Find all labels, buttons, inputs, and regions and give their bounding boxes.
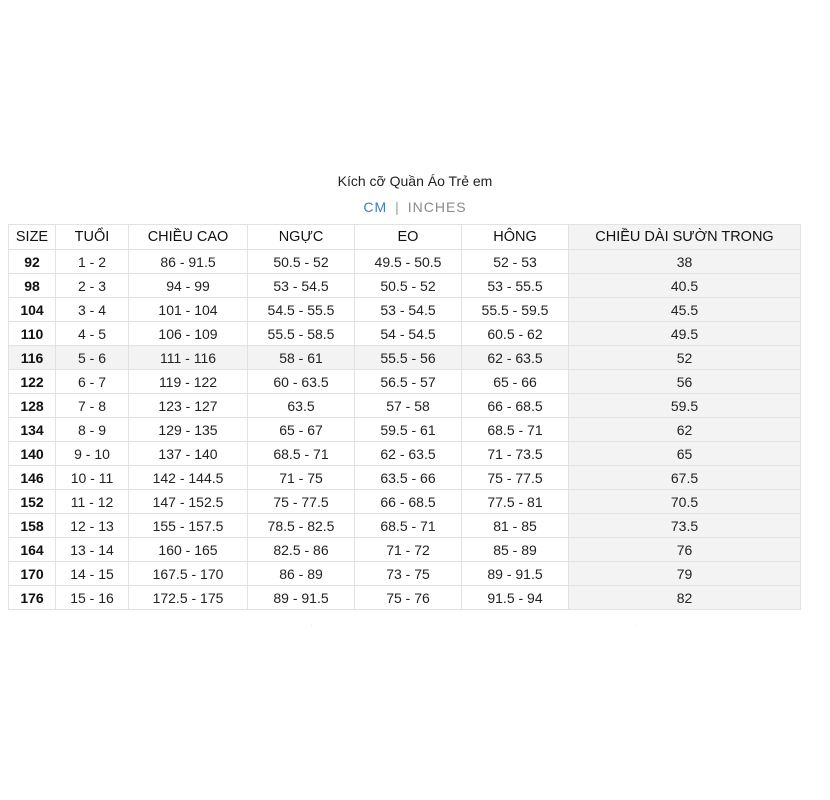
cell-size: 98 [9,274,56,298]
cell-height: 129 - 135 [129,418,248,442]
cell-height: 137 - 140 [129,442,248,466]
table-row [9,466,801,490]
cell-waist: 53 - 54.5 [355,298,462,322]
cell-hip: 68.5 - 71 [462,418,569,442]
cell-chest: 53 - 54.5 [248,274,355,298]
cell-age: 3 - 4 [56,298,129,322]
cell-hip: 75 - 77.5 [462,466,569,490]
cell-height: 160 - 165 [129,538,248,562]
table-row [9,322,801,346]
cell-age: 5 - 6 [56,346,129,370]
cell-inseam: 65 [569,442,801,466]
cell-chest: 68.5 - 71 [248,442,355,466]
cell-inseam: 45.5 [569,298,801,322]
cell-age: 8 - 9 [56,418,129,442]
cell-waist: 59.5 - 61 [355,418,462,442]
cell-height: 101 - 104 [129,298,248,322]
cell-height: 94 - 99 [129,274,248,298]
cell-hip: 53 - 55.5 [462,274,569,298]
cell-height: 167.5 - 170 [129,562,248,586]
cell-inseam: 73.5 [569,514,801,538]
cell-inseam: 40.5 [569,274,801,298]
unit-cm-toggle[interactable]: CM [363,199,388,215]
cell-waist: 73 - 75 [355,562,462,586]
cell-height: 86 - 91.5 [129,250,248,274]
cell-inseam: 70.5 [569,490,801,514]
cell-height: 172.5 - 175 [129,586,248,610]
cell-inseam: 82 [569,586,801,610]
column-header-hip: HÔNG [462,225,569,250]
cell-age: 12 - 13 [56,514,129,538]
cell-hip: 62 - 63.5 [462,346,569,370]
unit-inches-toggle[interactable]: INCHES [407,199,467,215]
cell-hip: 66 - 68.5 [462,394,569,418]
table-body [9,250,801,610]
cell-hip: 71 - 73.5 [462,442,569,466]
cell-waist: 54 - 54.5 [355,322,462,346]
cell-chest: 63.5 [248,394,355,418]
cell-height: 155 - 157.5 [129,514,248,538]
cell-chest: 60 - 63.5 [248,370,355,394]
cell-size: 128 [9,394,56,418]
cell-inseam: 38 [569,250,801,274]
cell-size: 170 [9,562,56,586]
table-row [9,370,801,394]
cell-age: 10 - 11 [56,466,129,490]
cell-waist: 62 - 63.5 [355,442,462,466]
cell-inseam: 59.5 [569,394,801,418]
cell-size: 146 [9,466,56,490]
table-row [9,514,801,538]
cell-height: 142 - 144.5 [129,466,248,490]
cell-size: 122 [9,370,56,394]
cell-waist: 49.5 - 50.5 [355,250,462,274]
column-header-age: TUỔI [56,225,129,250]
cell-age: 15 - 16 [56,586,129,610]
column-header-chest: NGỰC [248,225,355,250]
table-row [9,562,801,586]
table-row [9,298,801,322]
column-header-inseam: CHIỀU DÀI SƯỜN TRONG [569,225,801,250]
cell-inseam: 56 [569,370,801,394]
column-header-size: SIZE [9,225,56,250]
table-row [9,394,801,418]
cell-chest: 86 - 89 [248,562,355,586]
cell-size: 110 [9,322,56,346]
cell-hip: 77.5 - 81 [462,490,569,514]
cell-height: 119 - 122 [129,370,248,394]
cell-size: 152 [9,490,56,514]
cell-chest: 50.5 - 52 [248,250,355,274]
unit-separator: | [395,199,400,215]
cell-waist: 50.5 - 52 [355,274,462,298]
cell-age: 2 - 3 [56,274,129,298]
column-header-waist: EO [355,225,462,250]
cell-hip: 60.5 - 62 [462,322,569,346]
cell-size: 176 [9,586,56,610]
cell-size: 92 [9,250,56,274]
cell-waist: 75 - 76 [355,586,462,610]
cell-height: 123 - 127 [129,394,248,418]
cell-waist: 68.5 - 71 [355,514,462,538]
cell-age: 6 - 7 [56,370,129,394]
cell-size: 158 [9,514,56,538]
cell-age: 9 - 10 [56,442,129,466]
cell-inseam: 52 [569,346,801,370]
cell-inseam: 67.5 [569,466,801,490]
table-row [9,538,801,562]
cell-chest: 58 - 61 [248,346,355,370]
table-row [9,490,801,514]
cell-waist: 57 - 58 [355,394,462,418]
cell-hip: 91.5 - 94 [462,586,569,610]
cell-chest: 71 - 75 [248,466,355,490]
cell-height: 147 - 152.5 [129,490,248,514]
faded-caption-remnant: · · [310,621,798,630]
size-table [8,224,801,610]
table-row [9,418,801,442]
table-row [9,442,801,466]
cell-chest: 89 - 91.5 [248,586,355,610]
cell-size: 104 [9,298,56,322]
cell-size: 140 [9,442,56,466]
cell-inseam: 49.5 [569,322,801,346]
cell-age: 1 - 2 [56,250,129,274]
cell-age: 4 - 5 [56,322,129,346]
table-row [9,586,801,610]
cell-waist: 63.5 - 66 [355,466,462,490]
cell-size: 164 [9,538,56,562]
cell-chest: 54.5 - 55.5 [248,298,355,322]
cell-waist: 66 - 68.5 [355,490,462,514]
table-header-row [9,225,801,250]
cell-inseam: 76 [569,538,801,562]
column-header-height: CHIỀU CAO [129,225,248,250]
cell-chest: 55.5 - 58.5 [248,322,355,346]
cell-hip: 81 - 85 [462,514,569,538]
table-row [9,250,801,274]
cell-chest: 65 - 67 [248,418,355,442]
cell-hip: 55.5 - 59.5 [462,298,569,322]
cell-inseam: 79 [569,562,801,586]
cell-inseam: 62 [569,418,801,442]
cell-height: 106 - 109 [129,322,248,346]
cell-size: 134 [9,418,56,442]
cell-chest: 78.5 - 82.5 [248,514,355,538]
cell-waist: 56.5 - 57 [355,370,462,394]
cell-chest: 82.5 - 86 [248,538,355,562]
cell-waist: 55.5 - 56 [355,346,462,370]
cell-hip: 65 - 66 [462,370,569,394]
cell-age: 7 - 8 [56,394,129,418]
unit-switcher [0,199,830,215]
size-chart-title: Kích cỡ Quần Áo Trẻ em [337,173,493,189]
cell-age: 13 - 14 [56,538,129,562]
cell-hip: 52 - 53 [462,250,569,274]
cell-age: 11 - 12 [56,490,129,514]
cell-chest: 75 - 77.5 [248,490,355,514]
cell-height: 111 - 116 [129,346,248,370]
cell-hip: 89 - 91.5 [462,562,569,586]
cell-size: 116 [9,346,56,370]
cell-waist: 71 - 72 [355,538,462,562]
table-row [9,274,801,298]
cell-hip: 85 - 89 [462,538,569,562]
cell-age: 14 - 15 [56,562,129,586]
table-row [9,346,801,370]
